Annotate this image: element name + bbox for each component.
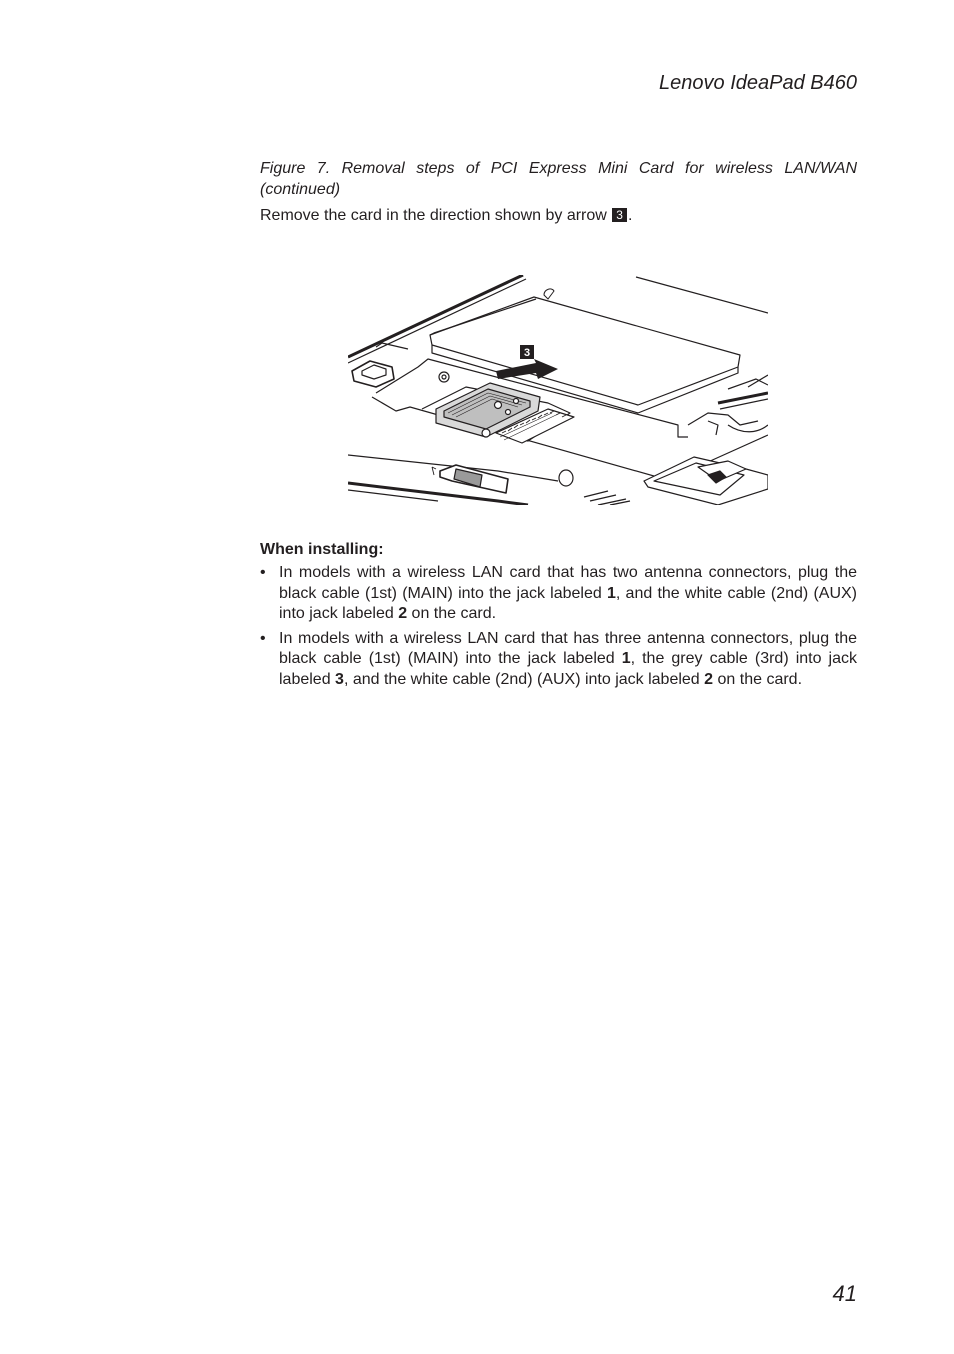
bullet-text: on the card.	[407, 605, 497, 622]
figure-caption: Figure 7. Removal steps of PCI Express Mini Card for wireless LAN/WAN (continued)	[260, 160, 857, 198]
jack-label: 1	[606, 584, 616, 602]
installing-heading: When installing:	[260, 541, 384, 558]
bullet-text: , and the white cable (2nd) (AUX) into jack labeled	[279, 584, 857, 622]
jack-label: 3	[335, 670, 344, 688]
jack-label: 2	[398, 605, 408, 622]
removal-instruction	[260, 205, 857, 226]
jack-label: 1	[621, 650, 631, 667]
page-number: 41	[832, 1281, 857, 1306]
jack-label: 2	[704, 670, 714, 688]
bullet-text: In models with a wireless LAN card that has three antenna connectors, plug the black cable (1st) (MAIN) into the jack labeled	[279, 629, 857, 667]
installing-list	[260, 563, 857, 694]
step-label: 3	[523, 347, 531, 359]
list-item	[260, 629, 857, 691]
bullet-icon: •	[260, 629, 266, 647]
list-item	[260, 563, 857, 625]
arrow-badge: 3	[612, 208, 627, 222]
bullet-text: on the card.	[713, 670, 803, 688]
bullet-icon: •	[260, 564, 266, 581]
wireless-card-removal-illustration	[348, 275, 768, 505]
instruction-end: .	[627, 207, 633, 224]
manual-title: Lenovo IdeaPad B460	[659, 72, 857, 94]
instruction-text: Remove the card in the direction shown by arrow	[260, 207, 612, 224]
bullet-text: , and the white cable (2nd) (AUX) into jack labeled	[343, 670, 705, 688]
bullet-text: In models with a wireless LAN card that has two antenna connectors, plug the black cable (1st) (MAIN) into the jack labeled	[279, 564, 857, 602]
bullet-text: , the grey cable (3rd) into jack labeled	[279, 650, 857, 688]
